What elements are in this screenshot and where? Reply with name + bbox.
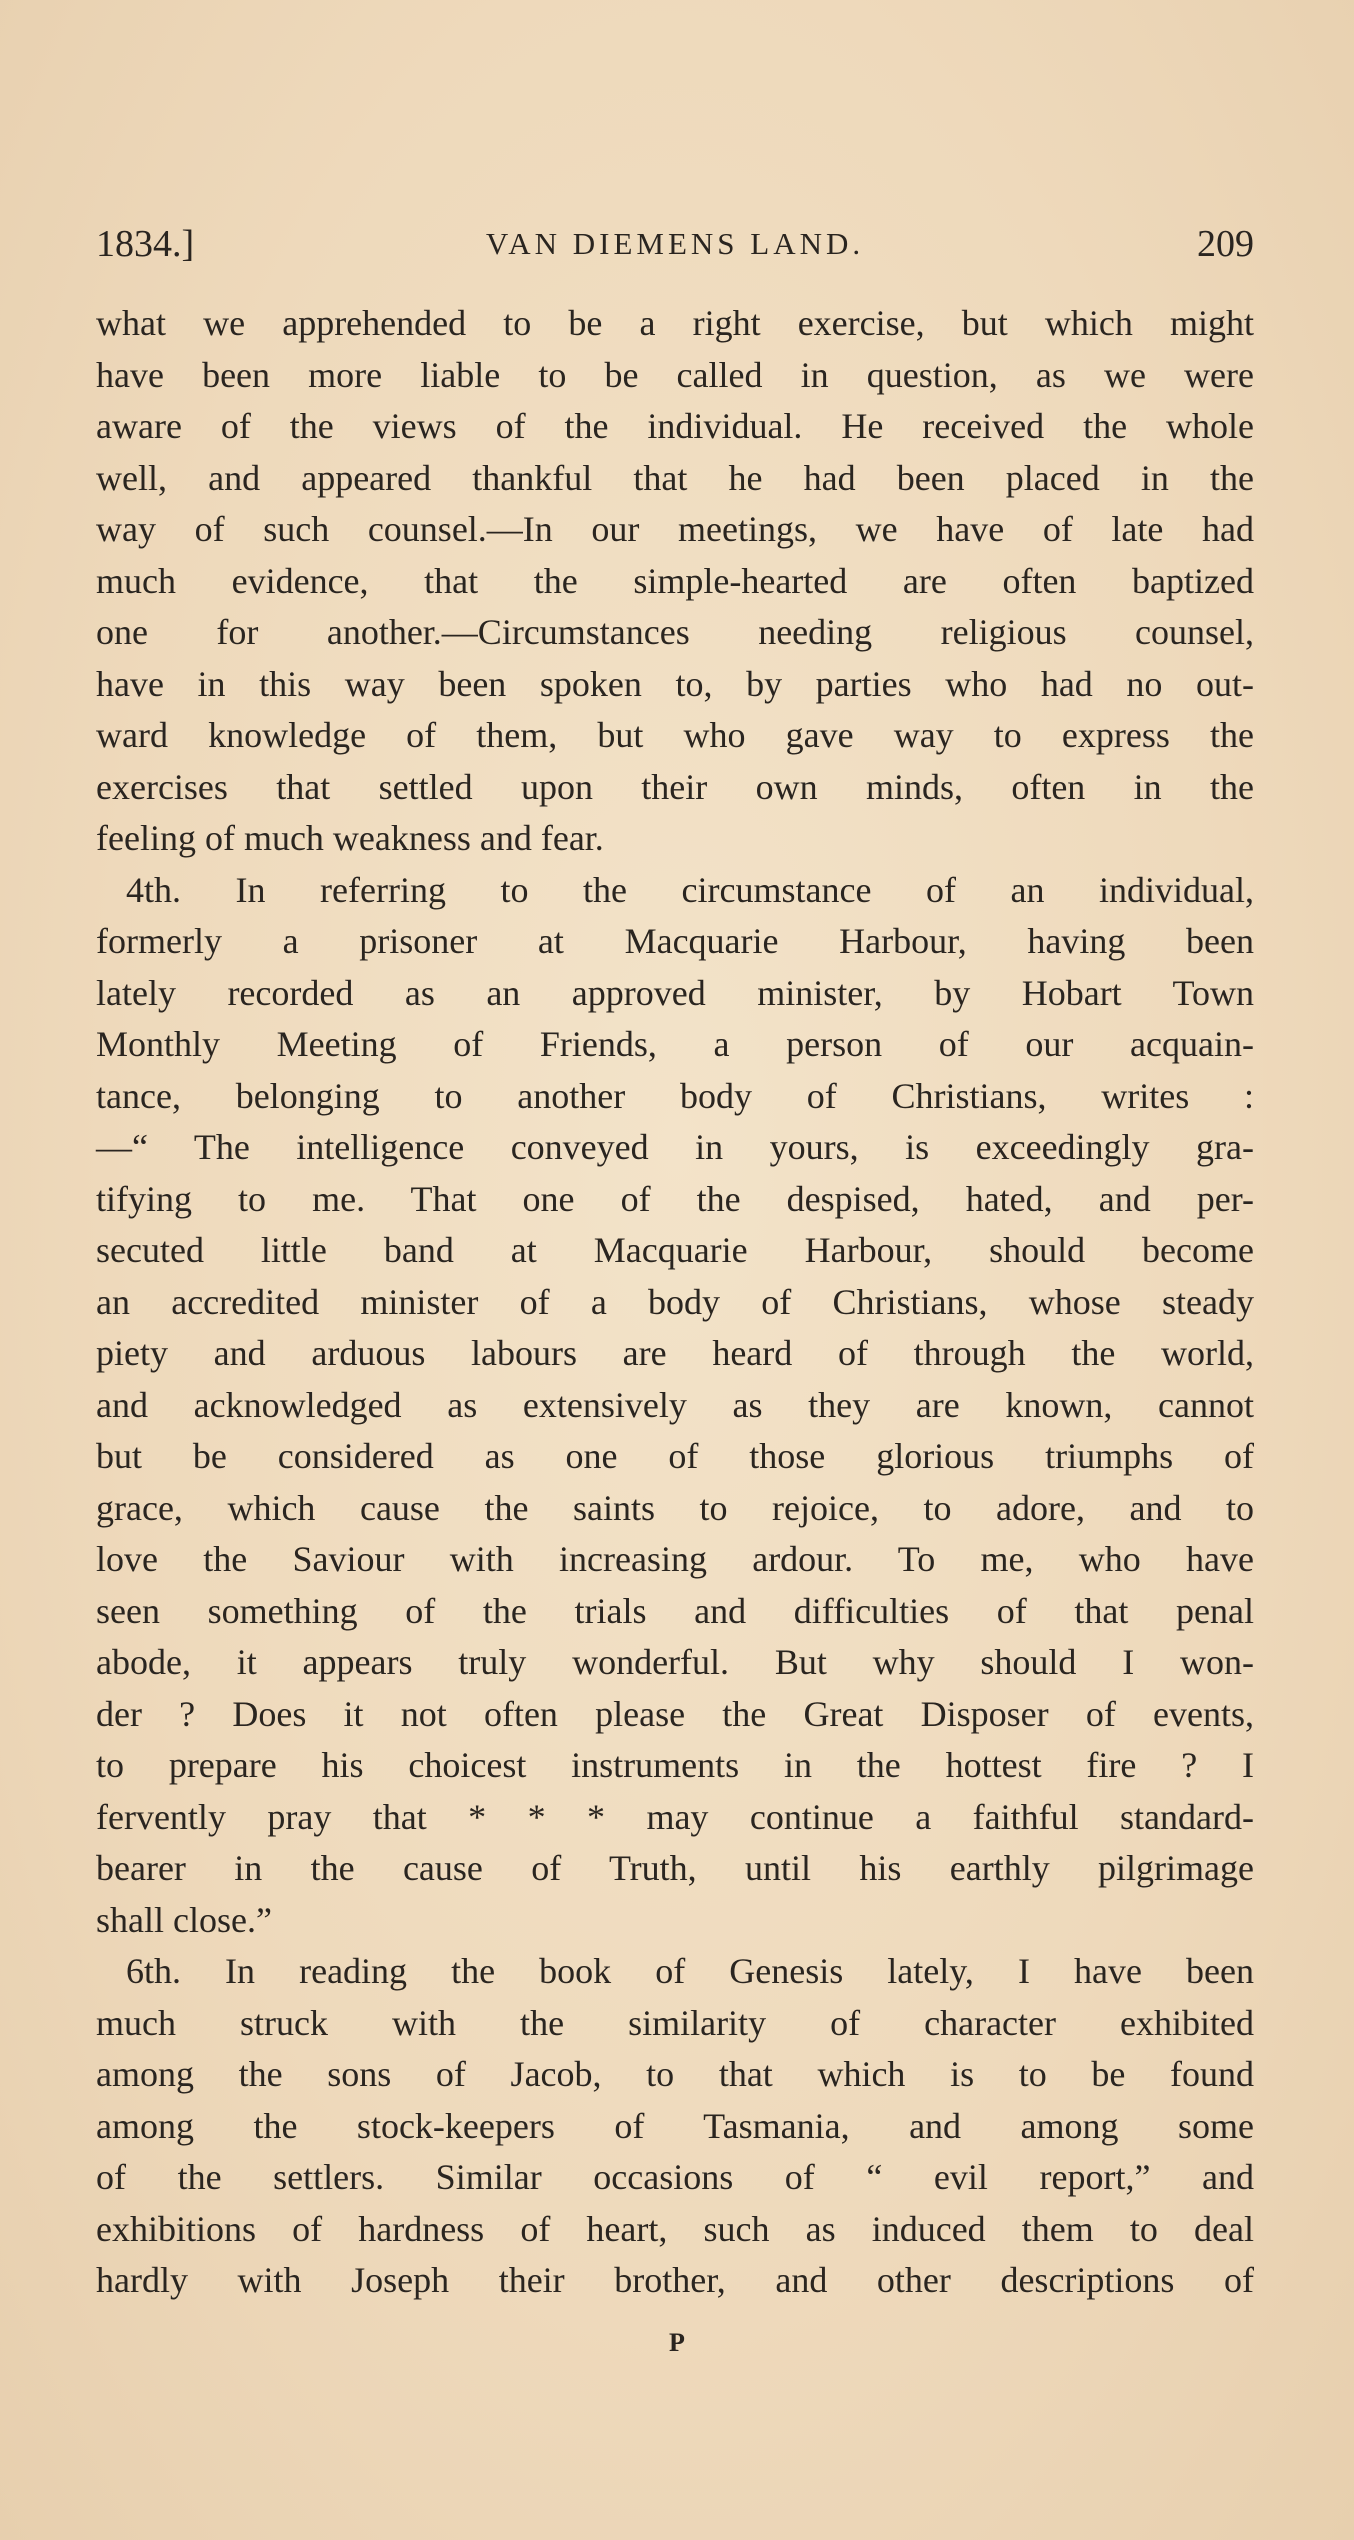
- text-line: secuted little band at Macquarie Harbour, should become: [96, 1230, 1254, 1270]
- text-line: what we apprehended to be a right exercise, but which might: [96, 303, 1254, 343]
- text-line: one for another.—Circumstances needing religious counsel,: [96, 612, 1254, 652]
- text-line: feeling of much weakness and fear.: [96, 818, 604, 858]
- text-line: shall close.”: [96, 1899, 272, 1940]
- text-line: tifying to me. That one of the despised, hated, and per-: [96, 1178, 1254, 1219]
- text-line: of the settlers. Similar occasions of “ evil report,” and: [96, 2157, 1254, 2197]
- running-header: [96, 222, 1254, 272]
- text-line: grace, which cause the saints to rejoice, to adore, and to: [96, 1487, 1254, 1528]
- text-line: lately recorded as an approved minister, by Hobart Town: [96, 972, 1254, 1013]
- text-line: bearer in the cause of Truth, until his earthly pilgrimage: [96, 1848, 1254, 1888]
- header-title: VAN DIEMENS LAND.: [485, 226, 865, 261]
- text-line: abode, it appears truly wonderful. But why should I won-: [96, 1642, 1254, 1682]
- text-line: seen something of the trials and difficulties of that penal: [96, 1590, 1254, 1631]
- page-number: 209: [1197, 223, 1254, 265]
- text-line: much evidence, that the simple-hearted are often baptized: [96, 560, 1254, 601]
- text-line: have in this way been spoken to, by parties who had no out-: [96, 663, 1254, 704]
- text-line: piety and arduous labours are heard of through the world,: [96, 1333, 1254, 1373]
- text-line: tance, belonging to another body of Christians, writes :: [96, 1075, 1254, 1116]
- text-line: fervently pray that * * * may continue a faithful standard-: [96, 1796, 1254, 1837]
- text-line: ward knowledge of them, but who gave way to express the: [96, 715, 1254, 755]
- text-line: but be considered as one of those glorious triumphs of: [96, 1436, 1254, 1476]
- body-text: [96, 298, 1254, 2307]
- text-line: formerly a prisoner at Macquarie Harbour, having been: [96, 921, 1254, 961]
- text-line: hardly with Joseph their brother, and other descriptions of: [96, 2260, 1254, 2300]
- text-line: and acknowledged as extensively as they are known, cannot: [96, 1384, 1254, 1425]
- text-line: among the stock-keepers of Tasmania, and among some: [96, 2105, 1254, 2146]
- text-line: exercises that settled upon their own minds, often in the: [96, 766, 1254, 807]
- text-line: to prepare his choicest instruments in the hottest fire ? I: [96, 1745, 1254, 1785]
- text-line: among the sons of Jacob, to that which is to be found: [96, 2054, 1254, 2094]
- text-line: Monthly Meeting of Friends, a person of our acquain-: [96, 1024, 1254, 1064]
- text-line: —“ The intelligence conveyed in yours, is exceedingly gra-: [96, 1127, 1254, 1167]
- text-line: well, and appeared thankful that he had been placed in the: [96, 457, 1254, 498]
- text-line: 6th. In reading the book of Genesis lately, I have been: [126, 1951, 1254, 1991]
- header-year: 1834.]: [96, 223, 195, 265]
- text-line: an accredited minister of a body of Christians, whose steady: [96, 1281, 1254, 1322]
- text-line: aware of the views of the individual. He received the whole: [96, 406, 1254, 446]
- text-line: der ? Does it not often please the Great Disposer of events,: [96, 1693, 1254, 1734]
- text-line: love the Saviour with increasing ardour. To me, who have: [96, 1539, 1254, 1579]
- text-line: much struck with the similarity of character exhibited: [96, 2002, 1254, 2043]
- signature-mark: P: [669, 2328, 685, 2357]
- text-line: exhibitions of hardness of heart, such as induced them to deal: [96, 2208, 1254, 2249]
- text-line: way of such counsel.—In our meetings, we have of late had: [96, 509, 1254, 549]
- text-line: 4th. In referring to the circumstance of an individual,: [126, 869, 1254, 910]
- text-line: have been more liable to be called in question, as we were: [96, 354, 1254, 395]
